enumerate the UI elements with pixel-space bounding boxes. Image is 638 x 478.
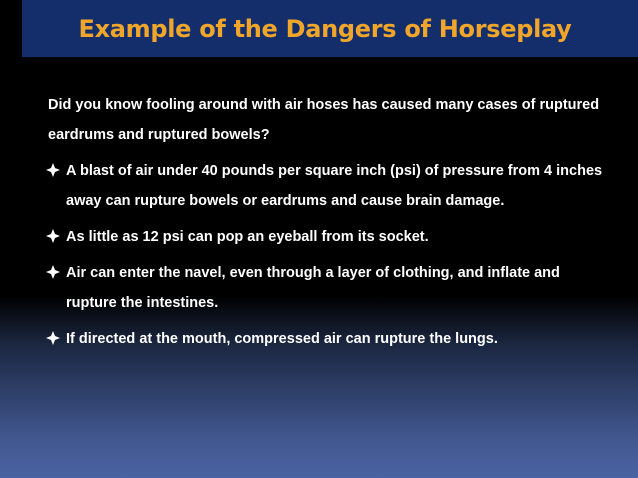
bullet-text: A blast of air under 40 pounds per square inch (psi) of pressure from 4 inches away can rupture bowels or eardrums and cause brain damage. [66,163,603,209]
bullet-item [46,156,608,216]
bullet-item [46,222,608,252]
bullet-item [46,324,608,354]
bullet-text: If directed at the mouth, compressed air can rupture the lungs. [66,331,498,347]
bullet-text: Air can enter the navel, even through a layer of clothing, and inflate and rupture the intestines. [66,265,560,311]
diamond-bullet-icon [46,229,60,243]
slide-content [48,90,608,360]
bullet-text: As little as 12 psi can pop an eyeball from its socket. [66,229,429,245]
diamond-bullet-icon [46,163,60,177]
diamond-bullet-icon [46,331,60,345]
title-bar [22,0,638,57]
slide-title: Example of the Dangers of Horseplay [78,14,572,43]
intro-paragraph: Did you know fooling around with air hoses has caused many cases of ruptured eardrums and ruptured bowels? [48,97,600,143]
diamond-bullet-icon [46,265,60,279]
bullet-item [46,258,608,318]
